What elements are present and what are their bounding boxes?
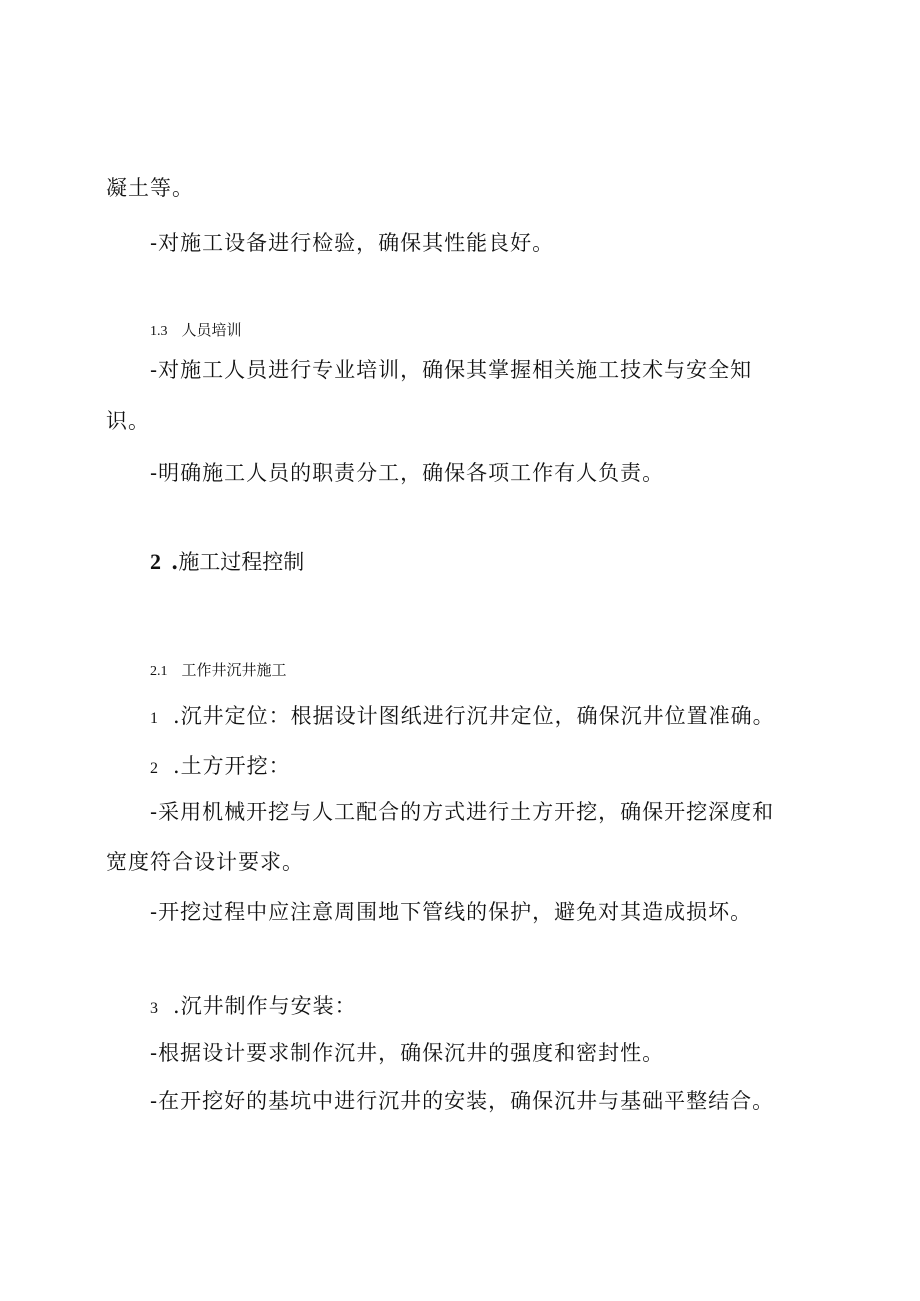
list-item-3 [150,992,357,1023]
list-number: 3 [150,1000,159,1017]
section-title: 人员培训 [181,321,242,339]
list-item-2 [150,752,291,783]
bullet-training: -对施工人员进行专业培训，确保其掌握相关施工技术与安全知 [150,358,753,382]
section-heading-2 [150,548,304,576]
bullet-training-cont: 识。 [106,409,150,433]
section-dot: . [171,549,179,574]
list-number: 2 [150,760,159,777]
section-heading-2-1 [150,660,287,682]
section-number: 2.1 [150,664,168,679]
list-text: .沉井定位：根据设计图纸进行沉井定位，确保沉井位置准确。 [173,704,775,728]
bullet-excavation-method-cont: 宽度符合设计要求。 [106,850,304,874]
bullet-excavation-method: -采用机械开挖与人工配合的方式进行土方开挖，确保开挖深度和 [150,800,775,824]
bullet-equipment-inspection: -对施工设备进行检验，确保其性能良好。 [150,231,555,255]
section-title: 施工过程控制 [178,550,305,574]
bullet-responsibility: -明确施工人员的职责分工，确保各项工作有人负责。 [150,461,665,485]
bullet-pipeline-protection: -开挖过程中应注意周围地下管线的保护，避免对其造成损坏。 [150,900,753,924]
list-text: .土方开挖： [173,754,291,778]
list-text: .沉井制作与安装： [173,994,357,1018]
list-number: 1 [150,710,159,727]
paragraph-continuation: 凝土等。 [106,176,194,200]
list-item-1 [150,702,775,733]
section-number: 2 [150,549,161,574]
section-heading-1-3 [150,320,242,342]
bullet-caisson-installation: -在开挖好的基坑中进行沉井的安装，确保沉井与基础平整结合。 [150,1089,775,1113]
section-number: 1.3 [150,324,168,339]
section-title: 工作井沉井施工 [181,661,287,679]
bullet-caisson-fabrication: -根据设计要求制作沉井，确保沉井的强度和密封性。 [150,1041,665,1065]
